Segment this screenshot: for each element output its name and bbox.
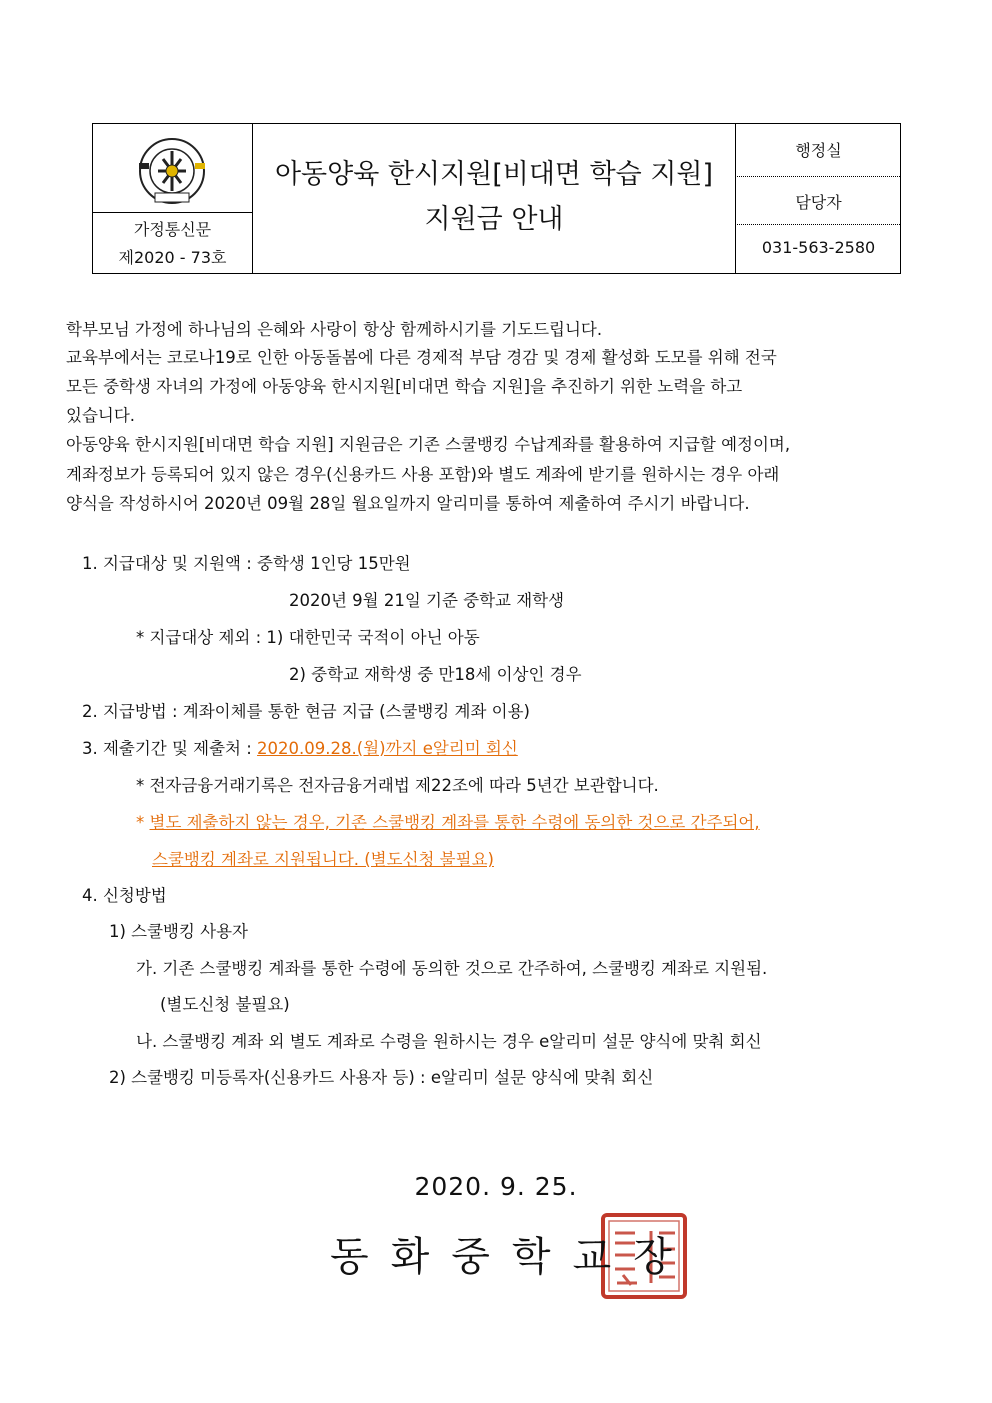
contact-label: 담당자 [795,193,842,212]
note-star: * [136,813,150,832]
intro-line: 양식을 작성하시어 2020년 09월 28일 월요일까지 알리미를 통하여 제출하여 주시기 바랍니다. [66,494,750,513]
page-title [253,152,735,242]
item-target-sub: 2020년 9월 21일 기준 중학교 재학생 [289,591,565,610]
note-text: 별도 제출하지 않는 경우, 기존 스쿨뱅킹 계좌를 통한 수령에 동의한 것으로 간주되어, [149,813,760,832]
document-date: 2020. 9. 25. [414,1172,578,1201]
item-apply-2: 2) 스쿨뱅킹 미등록자(신용카드 사용자 등) : e알리미 설문 양식에 맞춰 회신 [109,1068,654,1087]
item-exclusion-sub: 2) 중학교 재학생 중 만18세 이상인 경우 [289,665,582,684]
notice-type: 가정통신문 [133,220,212,239]
item-apply-1: 1) 스쿨뱅킹 사용자 [109,922,248,941]
divider [93,212,252,213]
intro-line: 계좌정보가 등록되어 있지 않은 경우(신용카드 사용 포함)와 별도 계좌에 받기를 원하시는 경우 아래 [66,465,780,484]
school-logo-icon [133,137,211,207]
item-default-note [136,808,760,838]
item-record-note: * 전자금융거래기록은 전자금융거래법 제22조에 따라 5년간 보관합니다. [136,776,659,795]
divider [735,176,900,177]
divider [735,224,900,225]
intro-line: 모든 중학생 자녀의 가정에 아동양육 한시지원[비대면 학습 지원]을 추진하기 위한 노력을 하고 [66,377,743,396]
item-method: 2. 지급방법 : 계좌이체를 통한 현금 지급 (스쿨뱅킹 계좌 이용) [82,702,530,721]
item-target: 1. 지급대상 및 지원액 : 중학생 1인당 15만원 [82,554,411,573]
item-apply: 4. 신청방법 [82,886,167,905]
principal-signature: 동화중학교장 [330,1234,694,1280]
intro-line: 학부모님 가정에 하나님의 은혜와 사랑이 항상 함께하시기를 기도드립니다. [66,320,603,339]
intro-line: 아동양육 한시지원[비대면 학습 지원] 지원금은 기존 스쿨뱅킹 수납계좌를 활용하여 지급할 예정이며, [66,435,791,454]
notice-number: 제2020 - 73호 [118,248,227,267]
item-apply-1a: 가. 기존 스쿨뱅킹 계좌를 통한 수령에 동의한 것으로 간주하여, 스쿨뱅킹 계좌로 지원됨. [136,959,768,978]
phone-number: 031-563-2580 [761,238,876,257]
item-apply-1a-cont: (별도신청 불필요) [160,995,290,1014]
item-default-note-cont: 스쿨뱅킹 계좌로 지원됩니다. (별도신청 불필요) [152,850,494,869]
intro-line: 교육부에서는 코로나19로 인한 아동돌봄에 다른 경제적 부담 경감 및 경제 활성화 도모를 위해 전국 [66,348,777,367]
deadline-value: 2020.09.28.(월)까지 e알리미 회신 [257,739,518,758]
title-line-1: 아동양육 한시지원[비대면 학습 지원] [274,159,714,190]
header-table [92,123,901,274]
dept-label: 행정실 [795,141,842,160]
title-line-2: 지원금 안내 [424,204,564,235]
deadline-label: 3. 제출기간 및 제출처 : [82,739,258,758]
item-apply-1b: 나. 스쿨뱅킹 계좌 외 별도 계좌로 수령을 원하시는 경우 e알리미 설문 양식에 맞춰 회신 [136,1032,762,1051]
intro-line: 있습니다. [66,406,136,425]
item-deadline [82,734,518,764]
item-exclusion: * 지급대상 제외 : 1) 대한민국 국적이 아닌 아동 [136,628,480,647]
